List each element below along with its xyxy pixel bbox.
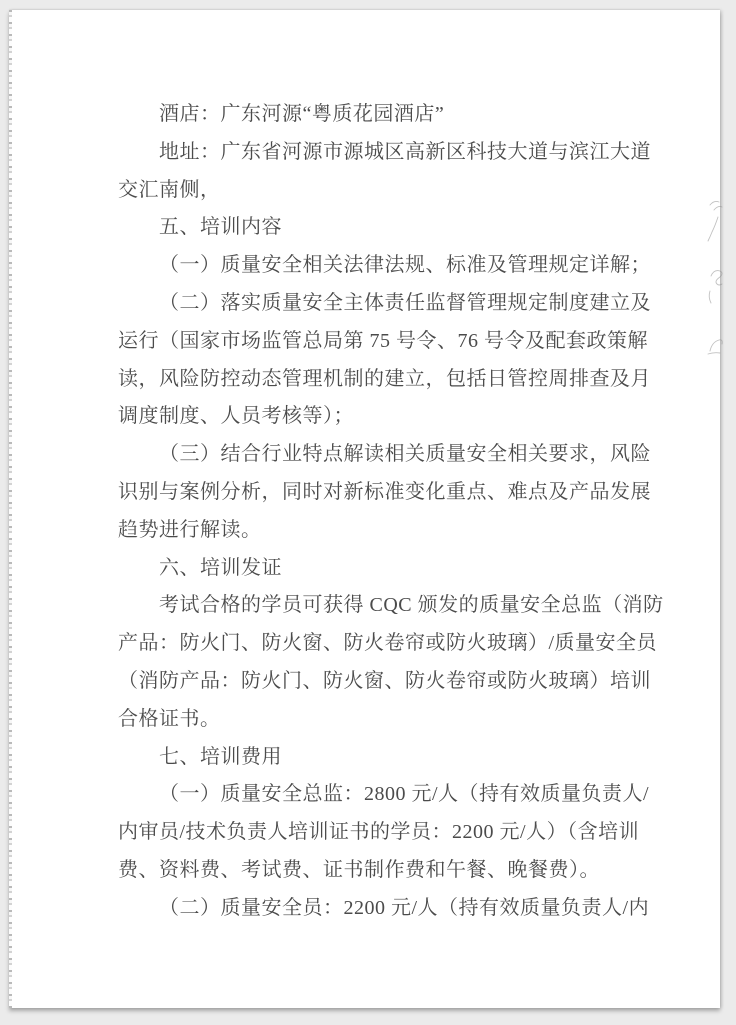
document-body (118, 96, 696, 928)
text-line: 费、资料费、考试费、证书制作费和午餐、晚餐费）。 (118, 858, 600, 881)
text-line: 读，风险防控动态管理机制的建立，包括日管控周排查及月 (118, 367, 651, 390)
text-line: 产品：防火门、防火窗、防火卷帘或防火玻璃）/质量安全员 (118, 632, 658, 655)
text-line: 酒店：广东河源“粤质花园酒店” (159, 103, 445, 125)
text-line: 地址：广东省河源市源城区高新区科技大道与滨江大道 (159, 140, 651, 163)
text-line: 趋势进行解读。 (118, 518, 262, 541)
scan-binding-edge (9, 10, 12, 1008)
text-line: （三）结合行业特点解读相关质量安全相关要求，风险 (159, 443, 651, 466)
text-line: 内审员/技术负责人培训证书的学员：2200 元/人）（含培训 (118, 821, 640, 844)
margin-pencil-marks (697, 188, 731, 368)
text-line: 运行（国家市场监管总局第 75 号令、76 号令及配套政策解 (118, 329, 648, 352)
text-line: 六、培训发证 (159, 556, 282, 579)
text-line: （二）质量安全员：2200 元/人（持有效质量负责人/内 (159, 896, 650, 919)
text-line: 交汇南侧， (118, 178, 221, 201)
text-line: 考试合格的学员可获得 CQC 颁发的质量安全总监（消防 (159, 594, 664, 617)
text-line: 调度制度、人员考核等）； (118, 405, 354, 428)
text-line: （一）质量安全总监：2800 元/人（持有效质量负责人/ (159, 783, 650, 806)
document-page (9, 10, 720, 1008)
text-line: （二）落实质量安全主体责任监督管理规定制度建立及 (159, 291, 651, 314)
text-line: 合格证书。 (118, 707, 221, 730)
text-line: （一）质量安全相关法律法规、标准及管理规定详解； (159, 254, 651, 277)
text-line: （消防产品：防火门、防火窗、防火卷帘或防火玻璃）培训 (118, 669, 651, 692)
text-line: 五、培训内容 (159, 216, 282, 239)
text-line: 七、培训费用 (159, 745, 282, 768)
text-line: 识别与案例分析，同时对新标准变化重点、难点及产品发展 (118, 480, 651, 503)
